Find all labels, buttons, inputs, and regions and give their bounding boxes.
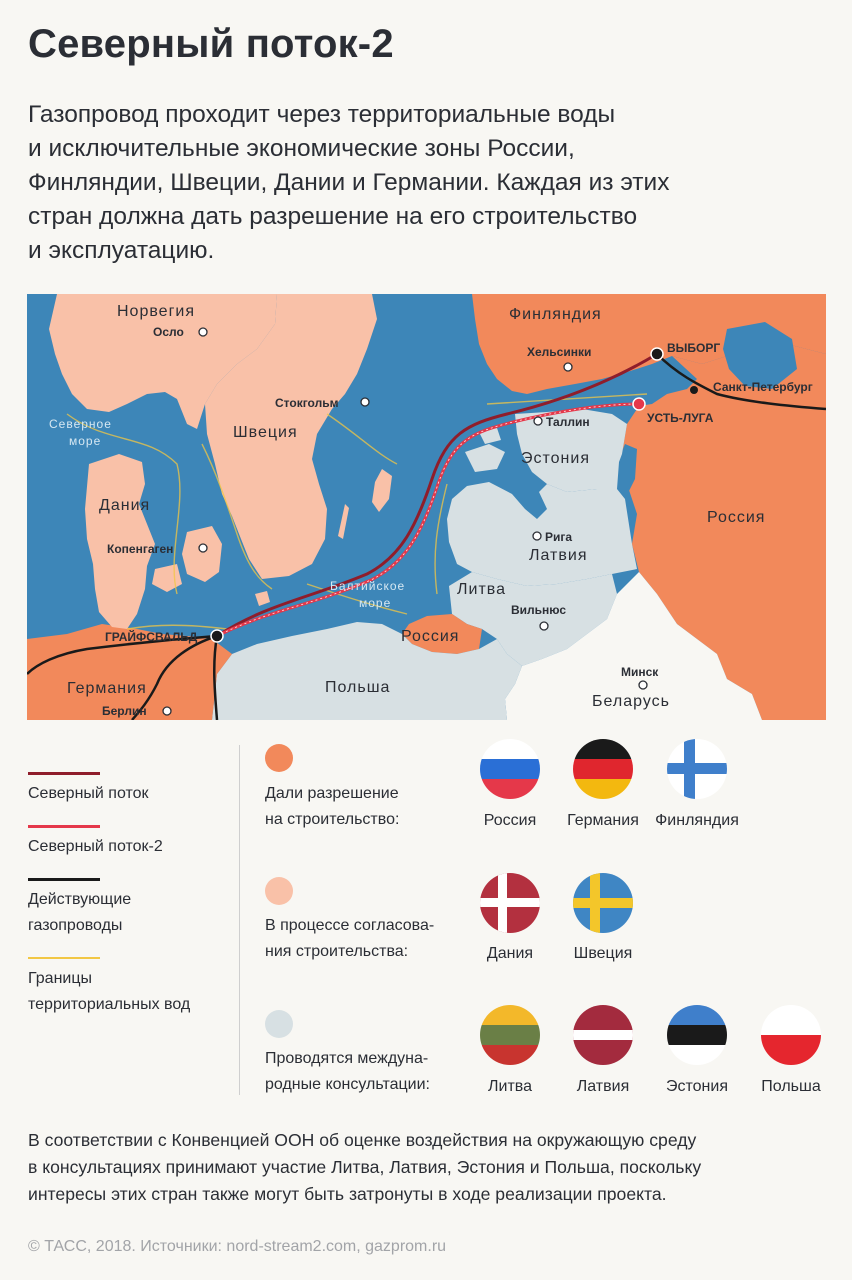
flag-russia-icon (480, 739, 540, 799)
legend-divider (239, 745, 240, 1095)
flag-lithuania-icon (480, 1005, 540, 1065)
label-latvia: Латвия (529, 547, 588, 564)
legend-active-2: газопроводы (28, 917, 123, 934)
label-denmark: Дания (99, 497, 151, 514)
label-north-sea-1: Северное (49, 417, 112, 431)
lead-line: и эксплуатацию. (28, 237, 215, 264)
label-finland: Финляндия (509, 306, 602, 323)
greifswald-point (211, 630, 223, 642)
label-lithuania: Литва (457, 581, 506, 598)
legend-borders-2: территориальных вод (28, 996, 191, 1013)
flag-label-denmark: Дания (486, 945, 534, 962)
page-title: Северный поток-2 (28, 22, 394, 66)
baltic-map (27, 294, 826, 720)
city-st-petersburg: Санкт-Петербург (713, 380, 813, 394)
label-belarus: Беларусь (592, 693, 670, 710)
legend-line-nord-stream-2 (28, 825, 100, 828)
footnote-line: В соответствии с Конвенцией ООН об оценке воздействия на окружающую среду (28, 1130, 697, 1150)
legend-active-1: Действующие (28, 891, 132, 908)
flag-label-estonia: Эстония (666, 1078, 728, 1095)
label-estonia: Эстония (521, 450, 590, 467)
flag-label-finland: Финляндия (655, 812, 739, 829)
status-pending-line: В процессе согласова- (265, 917, 435, 934)
status-dot-approved (265, 744, 293, 772)
legend-line-nord-stream (28, 772, 100, 775)
city-dot-minsk (639, 681, 647, 689)
label-ust-luga: УСТЬ-ЛУГА (647, 411, 714, 425)
flag-finland-icon (667, 739, 727, 799)
flag-label-poland: Польша (761, 1078, 821, 1095)
city-stockholm: Стокгольм (275, 396, 339, 410)
city-dot-stockholm (361, 398, 369, 406)
legend-nord-stream: Северный поток (28, 785, 149, 802)
label-baltic-sea-1: Балтийское (330, 579, 406, 593)
legend-line-borders (28, 957, 100, 959)
flag-sweden-icon (573, 873, 633, 933)
status-consult-line: родные консультации: (265, 1076, 430, 1093)
flag-label-russia: Россия (483, 812, 537, 829)
flag-label-lithuania: Литва (488, 1078, 532, 1095)
status-consult (265, 1046, 465, 1098)
legend-line-active (28, 878, 100, 881)
legend-nord-stream-2: Северный поток-2 (28, 838, 163, 855)
source-credit: © ТАСС, 2018. Источники: nord-stream2.com, gazprom.ru (28, 1238, 447, 1255)
footnote-line: в консультациях принимают участие Литва, Латвия, Эстония и Польша, поскольку (28, 1157, 702, 1177)
city-helsinki: Хельсинки (527, 345, 592, 359)
flag-denmark-icon (480, 873, 540, 933)
label-vyborg: ВЫБОРГ (667, 341, 721, 355)
status-approved-line: на строительство: (265, 811, 400, 828)
status-dot-consult (265, 1010, 293, 1038)
denmark-zealand (182, 526, 222, 582)
label-greifswald: ГРАЙФСВАЛЬД (105, 630, 198, 644)
city-dot-tallinn (534, 417, 542, 425)
status-approved (265, 781, 465, 833)
city-oslo: Осло (153, 325, 184, 339)
flag-estonia-icon (667, 1005, 727, 1065)
label-norway: Норвегия (117, 303, 196, 320)
city-dot-helsinki (564, 363, 572, 371)
city-berlin: Берлин (102, 704, 147, 718)
city-dot-vilnius (540, 622, 548, 630)
label-kaliningrad: Россия (401, 628, 460, 645)
city-dot-berlin (163, 707, 171, 715)
status-pending (265, 913, 465, 965)
label-germany: Германия (67, 680, 147, 697)
ust-luga-point (633, 398, 645, 410)
vyborg-point (651, 348, 663, 360)
label-russia: Россия (707, 509, 766, 526)
city-dot-st-petersburg (690, 386, 698, 394)
label-baltic-sea-2: море (359, 596, 392, 610)
status-dot-pending (265, 877, 293, 905)
city-vilnius: Вильнюс (511, 603, 567, 617)
footnote (28, 1127, 828, 1208)
status-consult-line: Проводятся междуна- (265, 1050, 429, 1067)
status-approved-line: Дали разрешение (265, 785, 399, 802)
city-dot-riga (533, 532, 541, 540)
legend-borders-1: Границы (28, 970, 92, 987)
footnote-line: интересы этих стран также могут быть затронуты в ходе реализации проекта. (28, 1184, 667, 1204)
city-minsk: Минск (621, 665, 659, 679)
flag-germany-icon (573, 739, 633, 799)
label-sweden: Швеция (233, 424, 298, 441)
lead-line: Газопровод проходит через территориальные воды (28, 101, 616, 128)
label-poland: Польша (325, 679, 391, 696)
lead-paragraph (28, 98, 828, 268)
flag-latvia-icon (573, 1005, 633, 1065)
city-copenhagen: Копенгаген (107, 542, 174, 556)
flag-label-sweden: Швеция (573, 945, 633, 962)
flag-label-latvia: Латвия (576, 1078, 630, 1095)
lead-line: Финляндии, Швеции, Дании и Германии. Каждая из этих (28, 169, 670, 196)
lead-line: стран должна дать разрешение на его строительство (28, 203, 638, 230)
latvia-shape (447, 482, 637, 586)
flag-label-germany: Германия (567, 812, 639, 829)
city-tallinn: Таллин (546, 415, 590, 429)
label-north-sea-2: море (69, 434, 102, 448)
city-dot-copenhagen (199, 544, 207, 552)
status-pending-line: ния строительства: (265, 943, 409, 960)
city-riga: Рига (545, 530, 573, 544)
flag-poland-icon (761, 1005, 821, 1065)
city-dot-oslo (199, 328, 207, 336)
lead-line: и исключительные экономические зоны России, (28, 135, 575, 162)
